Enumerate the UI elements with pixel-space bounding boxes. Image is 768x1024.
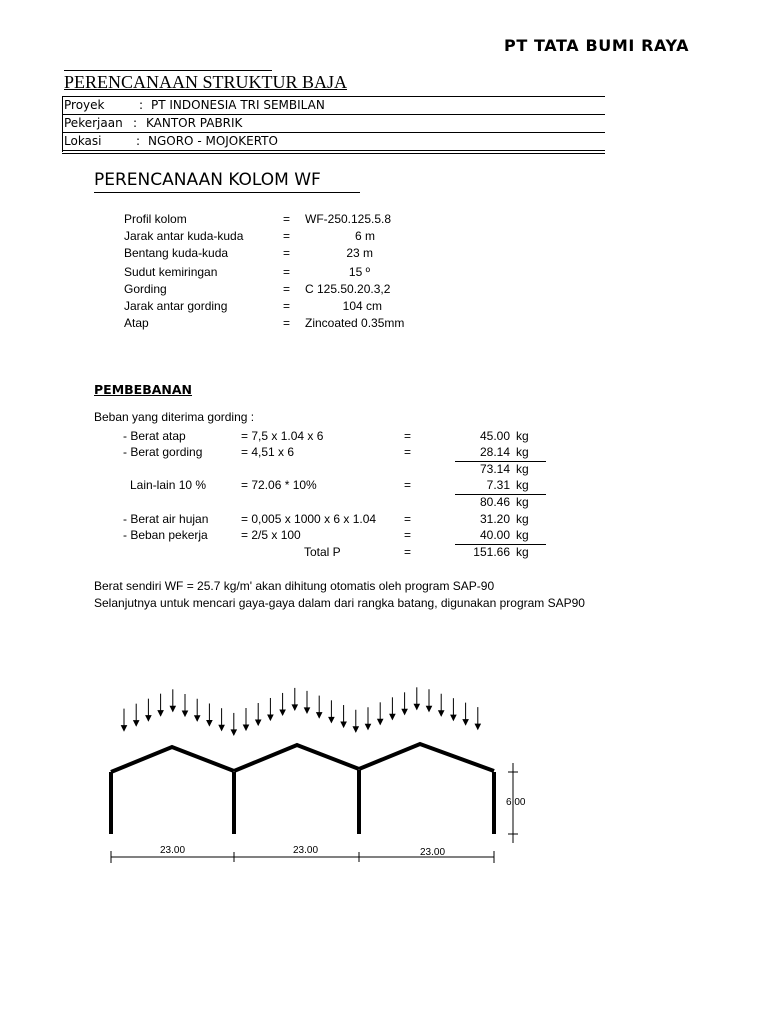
- load-arrow-head: [451, 715, 456, 720]
- title-overline: [64, 70, 272, 71]
- load-arrow-head: [292, 705, 297, 710]
- load-value: 45.00: [479, 429, 510, 443]
- rafter: [111, 747, 234, 772]
- load-arrow-head: [122, 726, 127, 731]
- load-arrow-head: [183, 711, 188, 716]
- spec-eq: =: [283, 265, 291, 279]
- info-label-pekerjaan: Pekerjaan: [64, 116, 123, 130]
- spec-eq: =: [283, 316, 291, 330]
- section-title-text: PERENCANAAN KOLOM WF: [94, 170, 321, 190]
- load-arrow-head: [366, 724, 371, 729]
- note-sap90: Selanjutnya untuk mencari gaya-gaya dalam dari rangka batang, digunakan program SAP90: [94, 596, 585, 610]
- info-label-proyek: Proyek: [64, 98, 105, 112]
- load-arrow-head: [158, 711, 163, 716]
- load-label: - Beban pekerja: [123, 528, 208, 542]
- load-arrow-head: [219, 725, 224, 730]
- info-label-lokasi: Lokasi: [64, 134, 102, 148]
- spec-label: Sudut kemiringan: [124, 265, 218, 279]
- spec-value: Zincoated 0.35mm: [305, 316, 405, 330]
- load-arrows: [122, 687, 481, 735]
- load-arrow-head: [475, 724, 480, 729]
- load-eq: =: [404, 545, 412, 559]
- load-arrow-head: [317, 713, 322, 718]
- section-title-underline: [94, 192, 360, 193]
- spec-label: Profil kolom: [124, 212, 187, 226]
- spec-value: C 125.50.20.3,2: [305, 282, 391, 296]
- load-arrow-head: [402, 709, 407, 714]
- load-eq: =: [404, 445, 412, 459]
- load-label: - Berat atap: [123, 429, 186, 443]
- span-label: 23.00: [420, 847, 446, 858]
- frame-members: [111, 744, 494, 834]
- portal-frame-diagram: [0, 680, 768, 880]
- spec-label: Atap: [124, 316, 149, 330]
- load-unit: kg: [516, 429, 529, 443]
- total-label: Total P: [304, 545, 341, 559]
- spec-eq: =: [283, 246, 291, 260]
- header-rule-top: [62, 96, 605, 97]
- spec-label: Jarak antar gording: [124, 299, 228, 313]
- spec-value: WF-250.125.5.8: [305, 212, 392, 226]
- load-formula: = 72.06 * 10%: [241, 478, 317, 492]
- load-eq: =: [404, 512, 412, 526]
- loading-title: PEMBEBANAN: [94, 382, 193, 397]
- height-label: 6.00: [506, 797, 526, 808]
- load-arrow-head: [463, 720, 468, 725]
- header-rule-bottom-1: [62, 150, 605, 151]
- load-unit: kg: [516, 512, 529, 526]
- load-arrow-head: [134, 721, 139, 726]
- load-arrow-head: [439, 711, 444, 716]
- load-unit: kg: [516, 545, 529, 559]
- load-formula: = 0,005 x 1000 x 6 x 1.04: [241, 512, 377, 526]
- span-label: 23.00: [293, 845, 319, 856]
- info-value-proyek: PT INDONESIA TRI SEMBILAN: [151, 98, 325, 112]
- load-arrow-head: [207, 720, 212, 725]
- spec-value: 104 cm: [342, 299, 382, 313]
- load-arrow-head: [146, 716, 151, 721]
- header-box-left-border: [62, 96, 63, 152]
- load-arrow-head: [378, 719, 383, 724]
- spec-value: 23 m: [346, 246, 373, 260]
- spec-value: 15 º: [348, 265, 370, 279]
- load-arrow-head: [170, 706, 175, 711]
- load-unit: kg: [516, 528, 529, 542]
- load-value: 40.00: [479, 528, 510, 542]
- load-arrow-head: [414, 704, 419, 709]
- document-title: PERENCANAAN STRUKTUR BAJA: [64, 72, 348, 92]
- load-arrow-head: [341, 722, 346, 727]
- info-sep: :: [139, 98, 144, 112]
- header-rule-bottom-2: [62, 153, 605, 154]
- loading-intro: Beban yang diterima gording :: [94, 410, 255, 424]
- load-value: 28.14: [479, 445, 510, 459]
- info-sep: :: [136, 134, 141, 148]
- load-arrow-head: [256, 720, 261, 725]
- load-arrow-head: [353, 727, 358, 732]
- spec-value: 6 m: [354, 229, 375, 243]
- load-arrow-head: [195, 716, 200, 721]
- section-title: [94, 170, 321, 190]
- load-unit: kg: [516, 462, 529, 476]
- spec-eq: =: [283, 282, 291, 296]
- load-value: 7.31: [486, 478, 510, 492]
- dimension-labels: [160, 797, 526, 858]
- load-label: - Berat gording: [123, 445, 203, 459]
- load-subtotal: 73.14: [479, 462, 510, 476]
- load-value: 31.20: [479, 512, 510, 526]
- header-rule: [62, 132, 605, 133]
- spec-label: Bentang kuda-kuda: [124, 246, 229, 260]
- load-label: Lain-lain 10 %: [130, 478, 207, 492]
- load-arrow-head: [280, 710, 285, 715]
- load-eq: =: [404, 429, 412, 443]
- load-arrow-head: [427, 706, 432, 711]
- load-arrow-head: [390, 714, 395, 719]
- load-eq: =: [404, 478, 412, 492]
- load-unit: kg: [516, 495, 529, 509]
- span-label: 23.00: [160, 845, 186, 856]
- load-subtotal: 80.46: [479, 495, 510, 509]
- rafter: [359, 744, 494, 771]
- info-value-pekerjaan: KANTOR PABRIK: [146, 116, 243, 130]
- note-self-weight: Berat sendiri WF = 25.7 kg/m' akan dihitung otomatis oleh program SAP-90: [94, 579, 495, 593]
- load-arrow-head: [268, 715, 273, 720]
- load-formula: = 7,5 x 1.04 x 6: [241, 429, 324, 443]
- spec-label: Gording: [124, 282, 167, 296]
- info-value-lokasi: NGORO - MOJOKERTO: [148, 134, 278, 148]
- load-arrow-head: [244, 725, 249, 730]
- load-arrow-head: [305, 708, 310, 713]
- info-sep: :: [133, 116, 138, 130]
- load-formula: = 4,51 x 6: [241, 445, 295, 459]
- load-formula: = 2/5 x 100: [241, 528, 301, 542]
- spec-eq: =: [283, 299, 291, 313]
- load-arrow-head: [329, 717, 334, 722]
- company-name: PT TATA BUMI RAYA: [504, 36, 690, 55]
- spec-label: Jarak antar kuda-kuda: [124, 229, 244, 243]
- rafter: [234, 745, 359, 771]
- spec-eq: =: [283, 229, 291, 243]
- load-unit: kg: [516, 445, 529, 459]
- spec-eq: =: [283, 212, 291, 226]
- total-value: 151.66: [473, 545, 510, 559]
- load-unit: kg: [516, 478, 529, 492]
- load-label: - Berat air hujan: [123, 512, 209, 526]
- load-eq: =: [404, 528, 412, 542]
- load-arrow-head: [231, 730, 236, 735]
- header-rule: [62, 114, 605, 115]
